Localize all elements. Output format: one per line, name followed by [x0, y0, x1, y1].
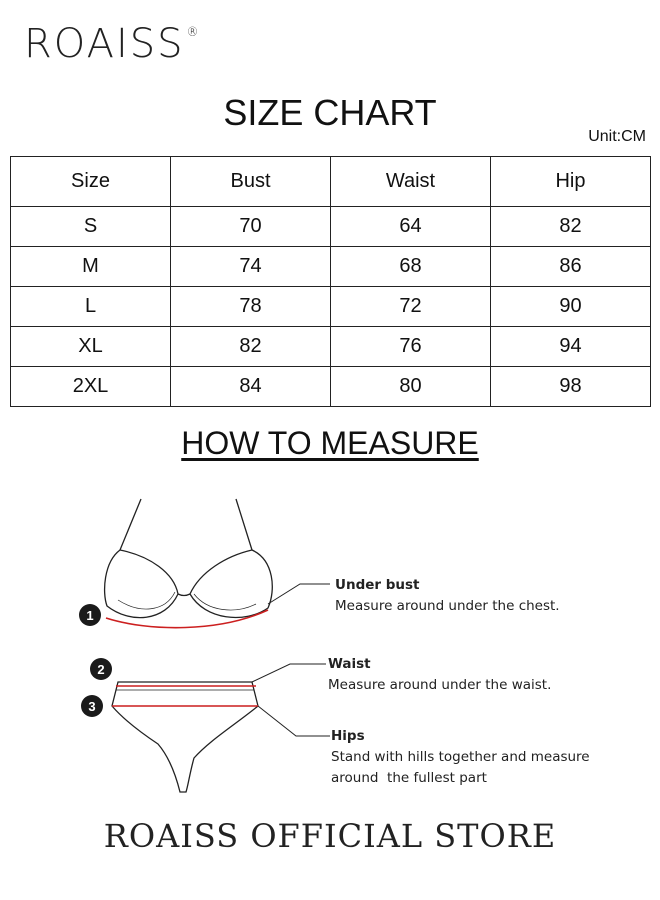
cell-waist: 72 — [331, 287, 491, 327]
step-2-number: 2 — [97, 662, 105, 677]
cell-size: L — [11, 287, 171, 327]
store-name: ROAISS OFFICIAL STORE — [103, 817, 557, 855]
hips-desc: Stand with hills together and measure — [331, 748, 590, 765]
cell-waist: 76 — [331, 327, 491, 367]
cell-size: M — [11, 247, 171, 287]
cell-size: XL — [11, 327, 171, 367]
waist-desc: Measure around under the waist. — [328, 676, 552, 693]
registered-mark: ® — [186, 25, 199, 39]
bra-left-cup — [105, 550, 178, 618]
unit-label: Unit:CM — [588, 128, 646, 145]
table-header-row — [11, 157, 651, 207]
bra-center — [178, 594, 190, 596]
header-size: Size — [11, 157, 171, 207]
step-1-badge — [79, 604, 101, 626]
how-to-measure-title: HOW TO MEASURE — [181, 425, 479, 461]
cell-size: S — [11, 207, 171, 247]
cell-hip: 82 — [491, 207, 651, 247]
cell-hip: 86 — [491, 247, 651, 287]
header-hip: Hip — [491, 157, 651, 207]
waist-label — [328, 654, 551, 696]
cell-waist: 68 — [331, 247, 491, 287]
cell-bust: 70 — [171, 207, 331, 247]
cell-bust: 74 — [171, 247, 331, 287]
cell-hip: 98 — [491, 367, 651, 407]
panty-illustration — [112, 682, 258, 792]
panty-outline — [112, 682, 258, 792]
hips-desc-2: around the fullest part — [331, 769, 487, 786]
step-3-number: 3 — [88, 699, 96, 714]
table-row — [11, 367, 651, 407]
header-bust: Bust — [171, 157, 331, 207]
cell-waist: 80 — [331, 367, 491, 407]
bra-straps — [120, 499, 252, 550]
table-row — [11, 327, 651, 367]
size-table — [10, 156, 651, 407]
logo-text: ROAISS — [24, 21, 185, 67]
cell-bust: 82 — [171, 327, 331, 367]
cell-bust: 78 — [171, 287, 331, 327]
hips-heading: Hips — [331, 728, 365, 744]
cell-bust: 84 — [171, 367, 331, 407]
cell-waist: 64 — [331, 207, 491, 247]
header-waist: Waist — [331, 157, 491, 207]
waist-leader — [252, 664, 326, 682]
cell-hip: 94 — [491, 327, 651, 367]
step-1-number: 1 — [86, 608, 94, 623]
hips-leader — [258, 706, 330, 736]
under-bust-line — [106, 610, 268, 628]
under-bust-heading: Under bust — [335, 577, 420, 593]
table-row — [11, 207, 651, 247]
brand-logo — [24, 21, 199, 67]
table-row — [11, 287, 651, 327]
table-row — [11, 247, 651, 287]
hips-label — [331, 726, 590, 789]
cell-size: 2XL — [11, 367, 171, 407]
step-3-badge — [81, 695, 103, 717]
bra-illustration — [105, 499, 273, 618]
size-chart-title: SIZE CHART — [223, 92, 437, 133]
under-bust-leader — [268, 584, 330, 604]
cell-hip: 90 — [491, 287, 651, 327]
bra-right-cup — [190, 550, 272, 617]
step-2-badge — [90, 658, 112, 680]
waist-heading: Waist — [328, 656, 371, 672]
under-bust-desc: Measure around under the chest. — [335, 597, 560, 614]
under-bust-label — [335, 575, 560, 617]
